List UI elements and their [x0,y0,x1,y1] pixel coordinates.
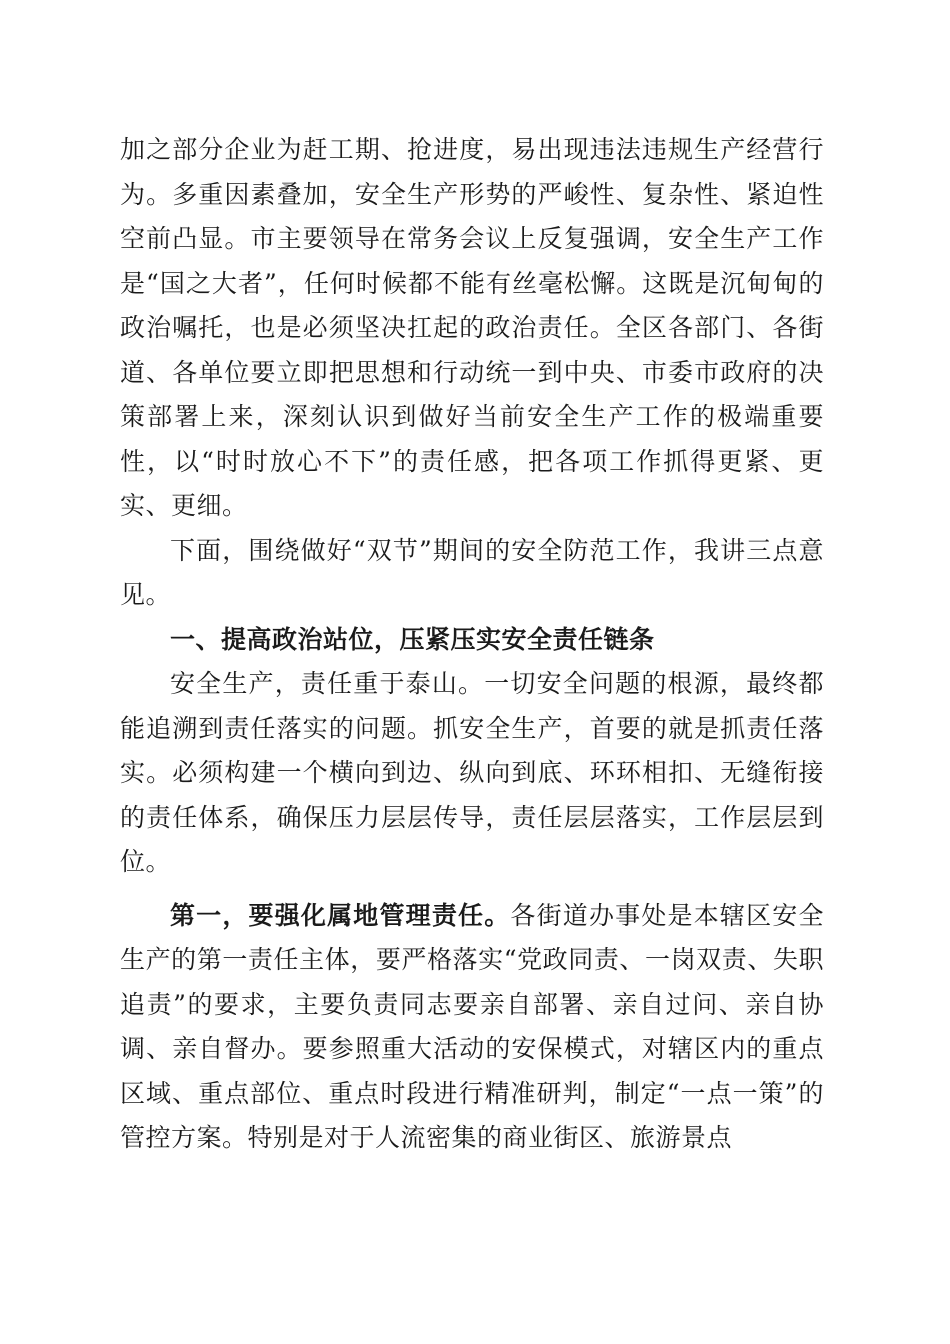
paragraph-2: 下面，围绕做好“双节”期间的安全防范工作，我讲三点意见。 [120,535,824,609]
paragraph-1: 加之部分企业为赶工期、抢进度，易出现违法违规生产经营行为。多重因素叠加，安全生产形势的严峻性、复杂性、紧迫性空前凸显。市主要领导在常务会议上反复强调，安全生产工作是“国之大者”，任何时候都不能有丝毫松懈。这既是沉甸甸的政治嘱托，也是必须坚决扛起的政治责任。全区各部门、各街道、各单位要立即把思想和行动统一到中央、市委市政府的决策部署上来，深刻认识到做好当前安全生产工作的极端重要性，以“时时放心不下”的责任感，把各项工作抓得更紧、更实、更细。 [120,135,824,520]
document-body [120,128,824,1161]
paragraph-4 [120,894,824,1161]
paragraph-4-body: 各街道办事处是本辖区安全生产的第一责任主体，要严格落实“党政同责、一岗双责、失职追责”的要求，主要负责同志要亲自部署、亲自过问、亲自协调、亲自督办。要参照重大活动的安保模式，对辖区内的重点区域、重点部位、重点时段进行精准研判，制定“一点一策”的管控方案。特别是对于人流密集的商业街区、旅游景点 [120,900,824,1152]
paragraph-4-lead: 第一，要强化属地管理责任。 [170,900,511,930]
paragraph-3: 安全生产，责任重于泰山。一切安全问题的根源，最终都能追溯到责任落实的问题。抓安全生产，首要的就是抓责任落实。必须构建一个横向到边、纵向到底、环环相扣、无缝衔接的责任体系，确保压力层层传导，责任层层落实，工作层层到位。 [120,669,824,876]
section-heading: 一、提高政治站位，压紧压实安全责任链条 [170,624,655,654]
